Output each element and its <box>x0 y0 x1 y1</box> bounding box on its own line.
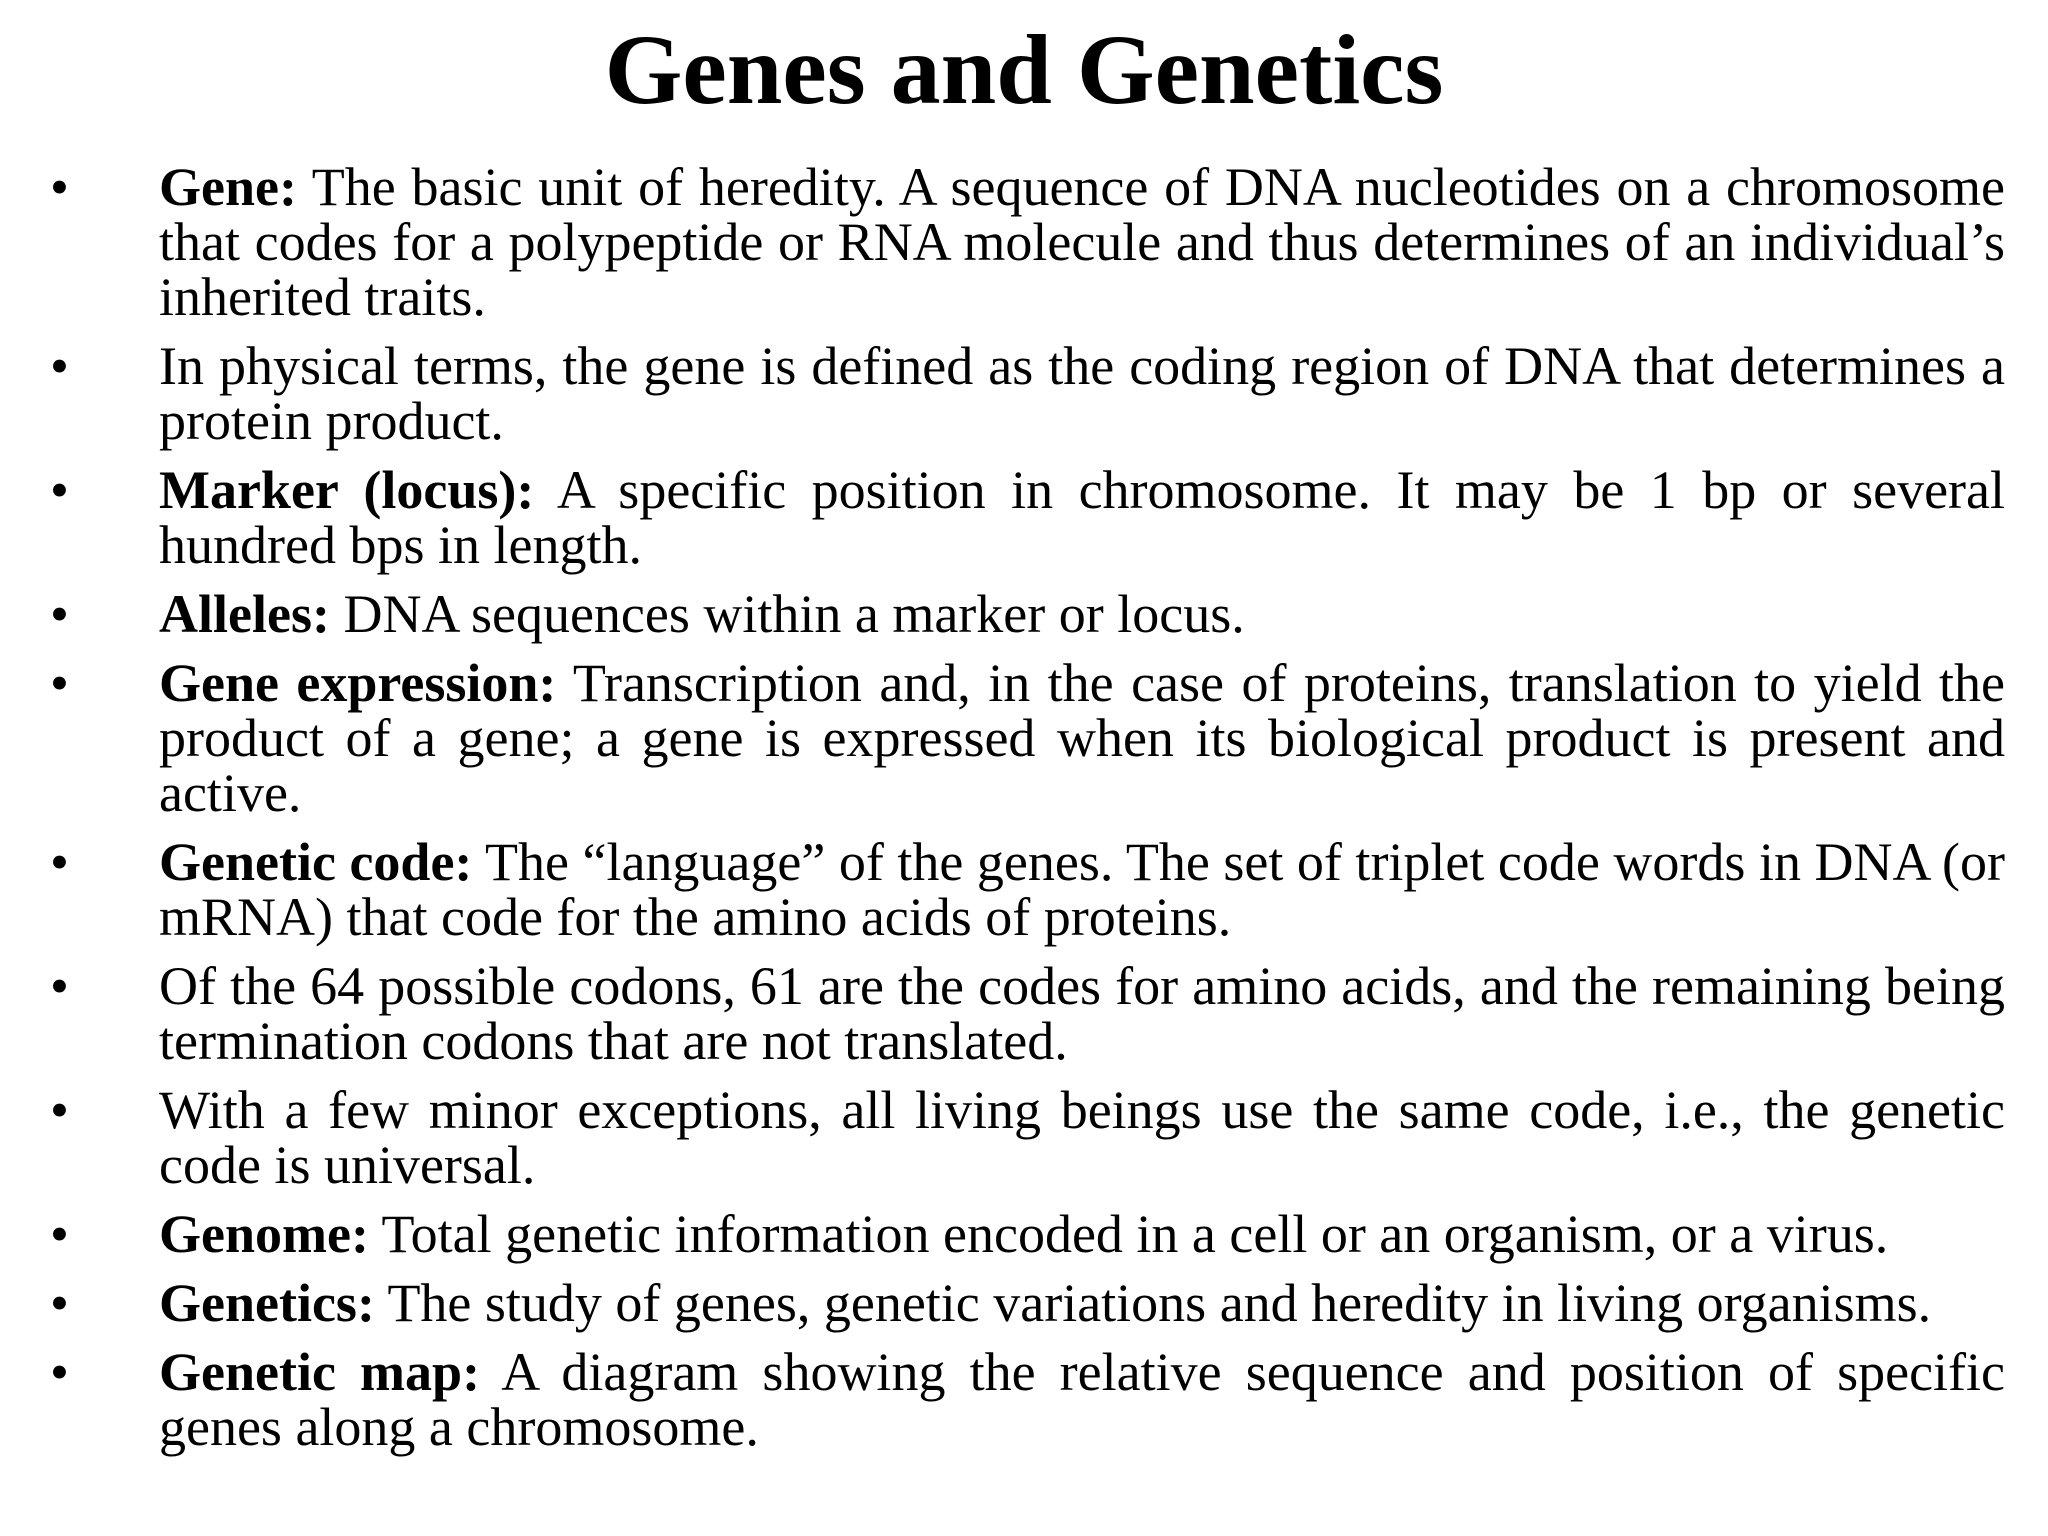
definition-text: Of the 64 possible codons, 61 are the codes for amino acids, and the remaining being termination codons that are not translated. <box>159 956 2005 1071</box>
bullet-icon: • <box>50 956 69 1016</box>
bullet-item-genetic-map <box>0 1342 2048 1457</box>
bullet-icon: • <box>50 653 69 713</box>
slide-title: Genes and Genetics <box>604 14 1444 125</box>
definition-text: Total genetic information encoded in a cell or an organism, or a virus. <box>368 1204 1889 1264</box>
term-label: Genetic map: <box>159 1342 481 1402</box>
bullet-icon: • <box>50 1273 69 1333</box>
definition-text: With a few minor exceptions, all living beings use the same code, i.e., the genetic code is universal. <box>159 1080 2005 1195</box>
definition-text: The study of genes, genetic variations and heredity in living organisms. <box>374 1273 1932 1333</box>
bullet-icon: • <box>50 584 69 644</box>
bullet-item-genetic-code <box>0 832 2048 947</box>
term-label: Marker (locus): <box>159 460 535 520</box>
definition-text: DNA sequences within a marker or locus. <box>329 584 1245 644</box>
definition-text: In physical terms, the gene is defined as the coding region of DNA that determines a protein product. <box>159 336 2005 451</box>
term-label: Gene expression: <box>159 653 557 713</box>
term-label: Gene: <box>159 157 297 217</box>
bullet-icon: • <box>50 832 69 892</box>
definition-text: The “language” of the genes. The set of triplet code words in DNA (or mRNA) that code for the amino acids of proteins. <box>159 832 2006 947</box>
term-label: Genome: <box>159 1204 369 1264</box>
bullet-icon: • <box>50 1080 69 1140</box>
bullet-item-genetics <box>0 1273 2048 1333</box>
bullet-icon: • <box>50 1204 69 1264</box>
bullet-item-gene <box>0 157 2048 327</box>
term-label: Genetics: <box>159 1273 375 1333</box>
bullet-icon: • <box>50 157 69 217</box>
bullet-item-universal-code <box>0 1080 2048 1195</box>
bullet-item-genome <box>0 1204 2048 1264</box>
definition-text: The basic unit of heredity. A sequence of DNA nucleotides on a chromosome that codes for a polypeptide or RNA molecule and thus determines of an individual’s inherited traits. <box>159 157 2005 327</box>
definition-text: A diagram showing the relative sequence and position of specific genes along a chromosome. <box>159 1342 2006 1457</box>
bullet-item-marker <box>0 460 2048 575</box>
definition-text: Transcription and, in the case of proteins, translation to yield the product of a gene; a gene is expressed when its biological product is present and active. <box>159 653 2005 823</box>
bullet-item-codons <box>0 956 2048 1071</box>
bullet-icon: • <box>50 1342 69 1402</box>
bullet-icon: • <box>50 460 69 520</box>
bullet-list <box>0 157 2048 1469</box>
term-label: Alleles: <box>159 584 330 644</box>
definition-text: A specific position in chromosome. It may be 1 bp or several hundred bps in length. <box>159 460 2006 575</box>
bullet-item-alleles <box>0 584 2048 644</box>
bullet-item-physical-terms <box>0 336 2048 451</box>
term-label: Genetic code: <box>159 832 473 892</box>
bullet-item-gene-expression <box>0 653 2048 823</box>
bullet-icon: • <box>50 336 69 396</box>
